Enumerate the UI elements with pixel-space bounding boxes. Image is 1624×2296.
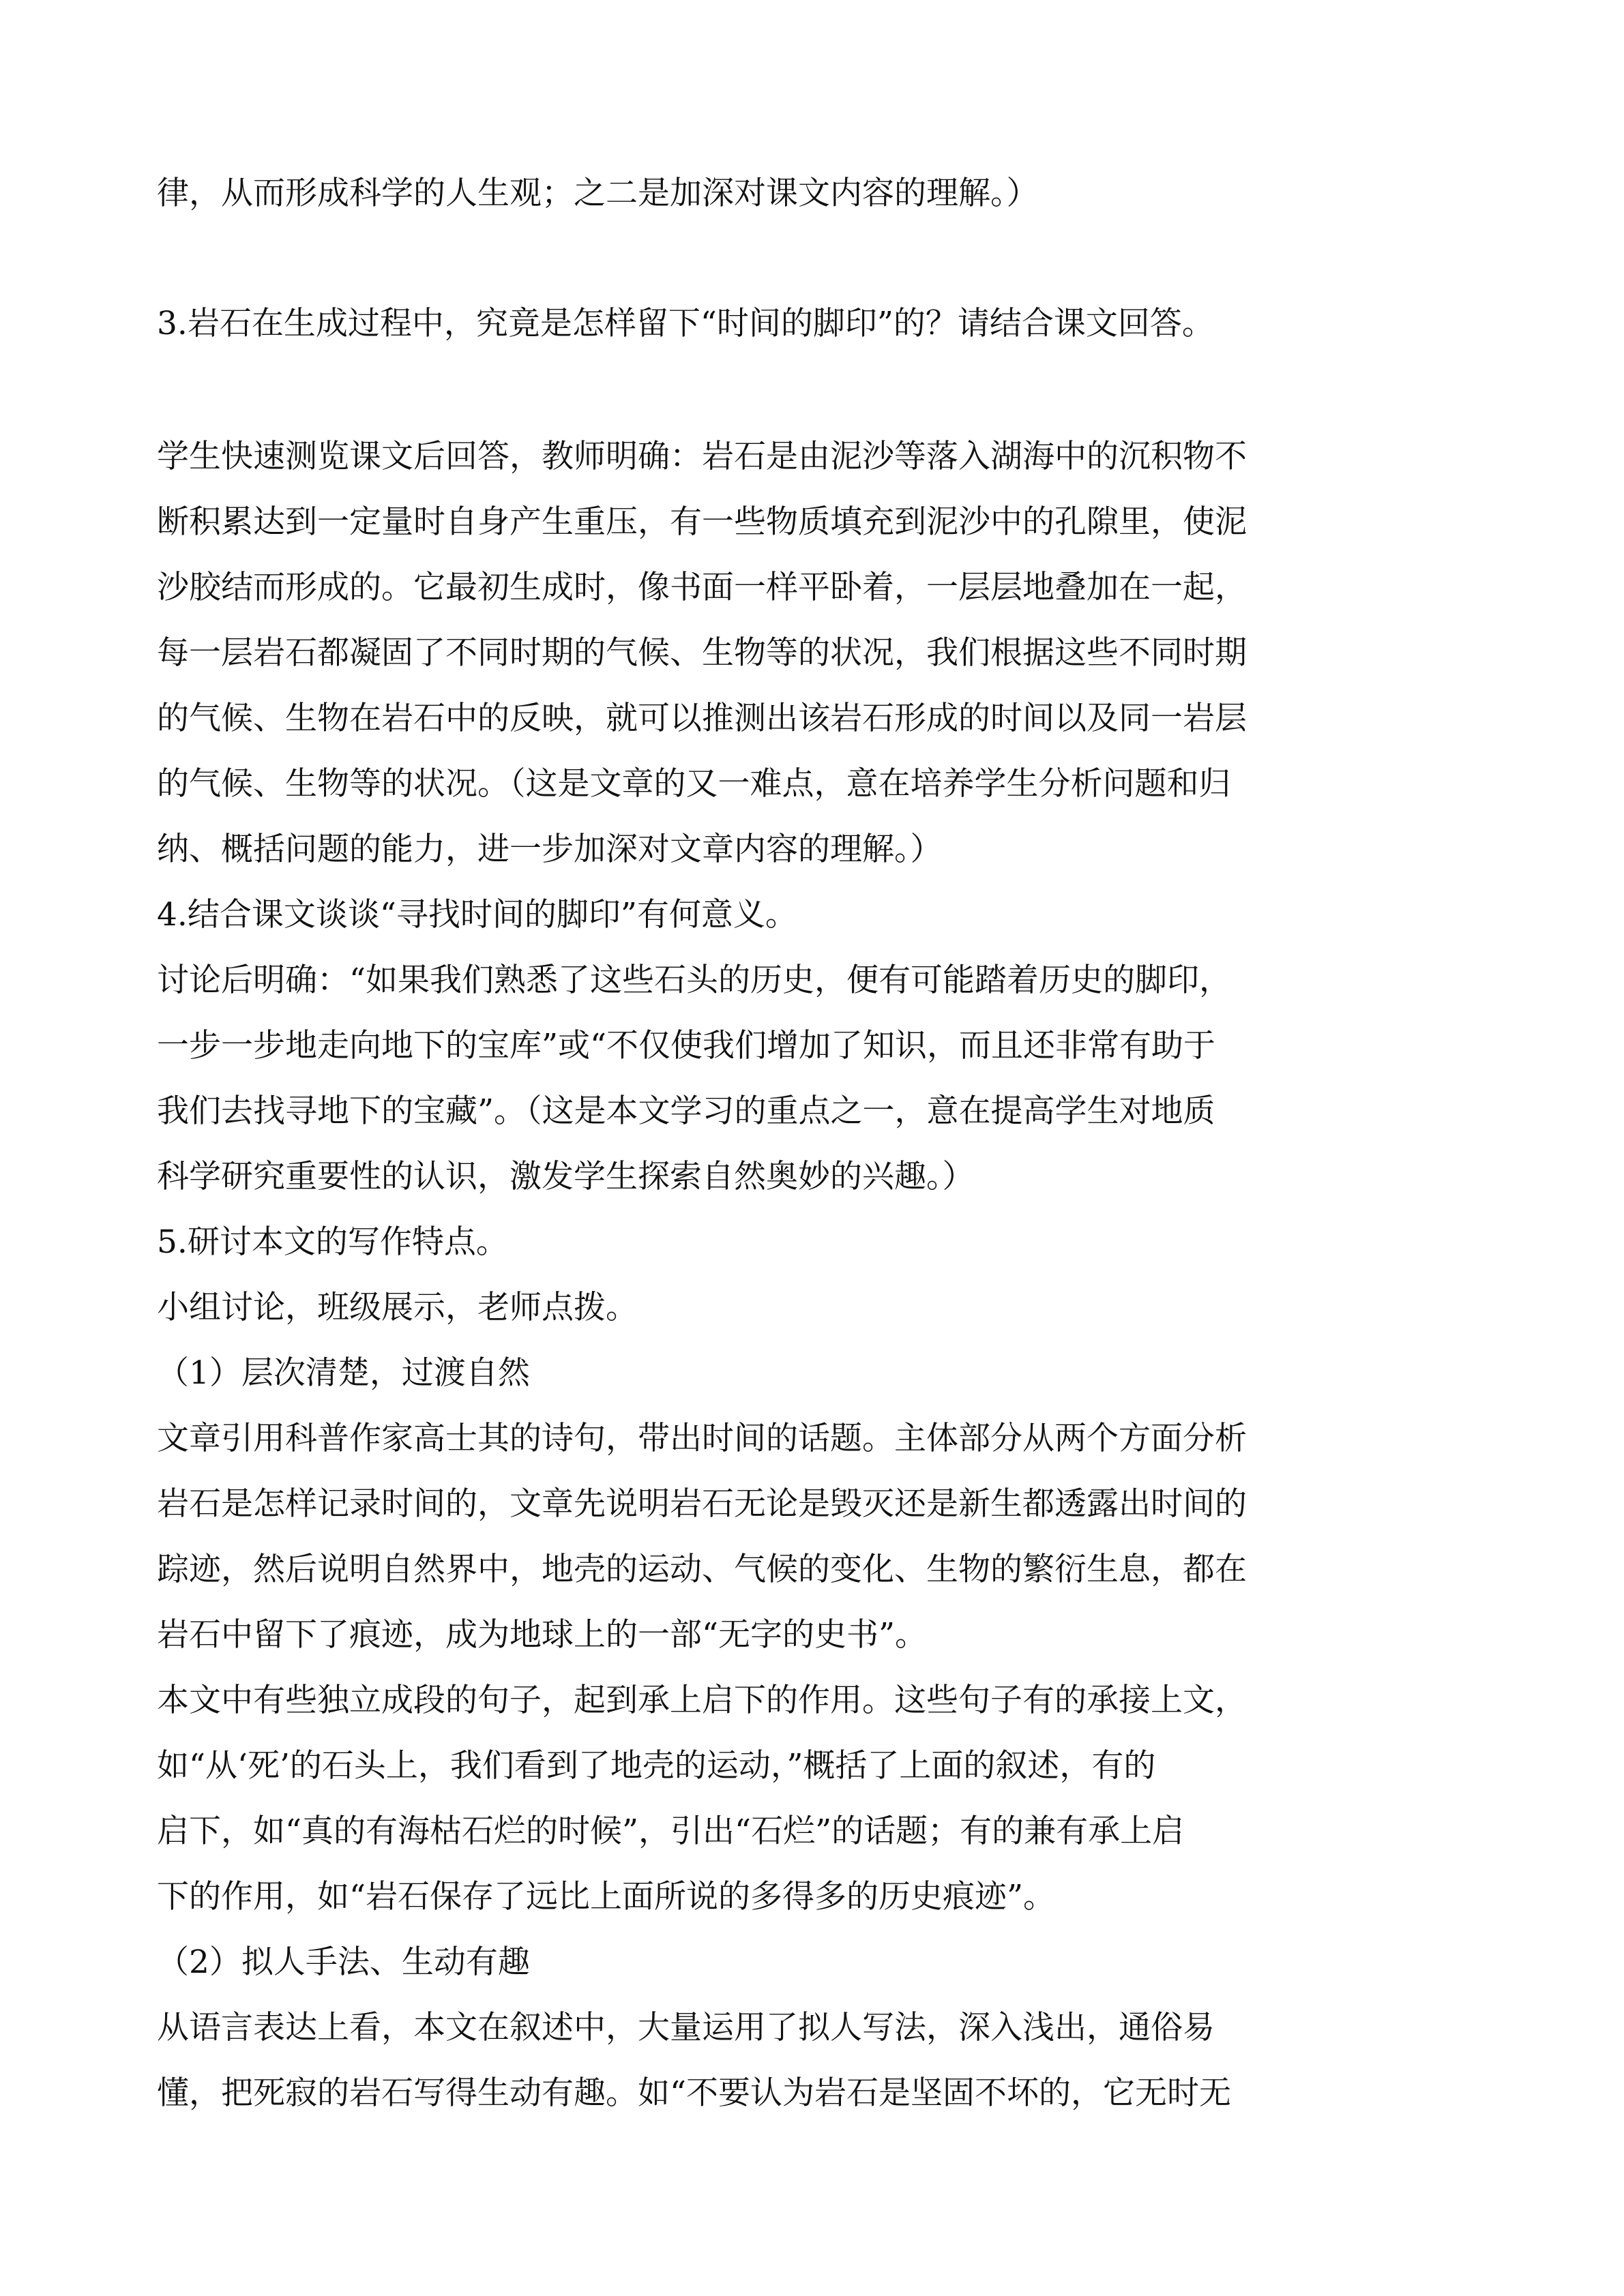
text-line: 小组讨论，班级展示，老师点拨。 (157, 1289, 638, 1326)
text-line: 下的作用，如“岩石保存了远比上面所说的多得多的历史痕迹”。 (157, 1878, 1056, 1915)
text-line: 的气候、生物等的状况。（这是文章的又一难点，意在培养学生分析问题和归 (157, 765, 1231, 803)
text-line: 启下，如“真的有海枯石烂的时候”，引出“石烂”的话题；有的兼有承上启 (157, 1813, 1185, 1850)
text-line: 讨论后明确：“如果我们熟悉了这些石头的历史，便有可能踏着历史的脚印， (157, 961, 1232, 999)
text-line: 纳、概括问题的能力，进一步加深对文章内容的理解。） (157, 831, 943, 868)
text-line: 从语言表达上看，本文在叙述中，大量运用了拟人写法，深入浅出，通俗易 (157, 2009, 1215, 2046)
text-line: 懂，把死寂的岩石写得生动有趣。如“不要认为岩石是坚固不坏的，它无时无 (157, 2074, 1232, 2112)
question-3-heading: 3.岩石在生成过程中，究竟是怎样留下“时间的脚印”的？请结合课文回答。 (157, 305, 1214, 342)
question-4-heading: 4.结合课文谈谈“寻找时间的脚印”有何意义。 (157, 896, 797, 934)
text-line: 一步一步地走向地下的宝库”或“不仅使我们增加了知识，而且还非常有助于 (157, 1027, 1216, 1064)
text-line: 科学研究重要性的认识，激发学生探索自然奥妙的兴趣。） (157, 1158, 975, 1195)
question-5-heading: 5.研讨本文的写作特点。 (157, 1223, 508, 1261)
text-line: 律，从而形成科学的人生观；之二是加深对课文内容的理解。） (157, 175, 1039, 212)
text-line: 每一层岩石都凝固了不同时期的气候、生物等的状况，我们根据这些不同时期 (157, 634, 1247, 672)
text-line: 文章引用科普作家高士其的诗句，带出时间的话题。主体部分从两个方面分析 (157, 1420, 1247, 1457)
text-line: 本文中有些独立成段的句子，起到承上启下的作用。这些句子有的承接上文， (157, 1682, 1247, 1719)
text-line: 岩石中留下了痕迹，成为地球上的一部“无字的史书”。 (157, 1616, 928, 1654)
text-line: 学生快速测览课文后回答，教师明确：岩石是由泥沙等落入湖海中的沉积物不 (157, 438, 1247, 475)
text-line: 岩石是怎样记录时间的，文章先说明岩石无论是毁灭还是新生都透露出时间的 (157, 1485, 1247, 1523)
text-line: 的气候、生物在岩石中的反映，就可以推测出该岩石形成的时间以及同一岩层 (157, 700, 1247, 737)
text-line: 如“从‘死’的石头上，我们看到了地壳的运动，”概括了上面的叙述，有的 (157, 1747, 1156, 1785)
text-line: 踪迹，然后说明自然界中，地壳的运动、气候的变化、生物的繁衍生息，都在 (157, 1551, 1247, 1588)
text-line: 我们去找寻地下的宝藏”。（这是本文学习的重点之一，意在提高学生对地质 (157, 1092, 1215, 1130)
text-line: 断积累达到一定量时自身产生重压，有一些物质填充到泥沙中的孔隙里，使泥 (157, 503, 1247, 541)
text-line: 沙胶结而形成的。它最初生成时，像书面一样平卧着，一层层地叠加在一起， (157, 569, 1247, 606)
subheading-2: （2）拟人手法、生动有趣 (157, 1943, 530, 1981)
subheading-1: （1）层次清楚，过渡自然 (157, 1354, 530, 1392)
